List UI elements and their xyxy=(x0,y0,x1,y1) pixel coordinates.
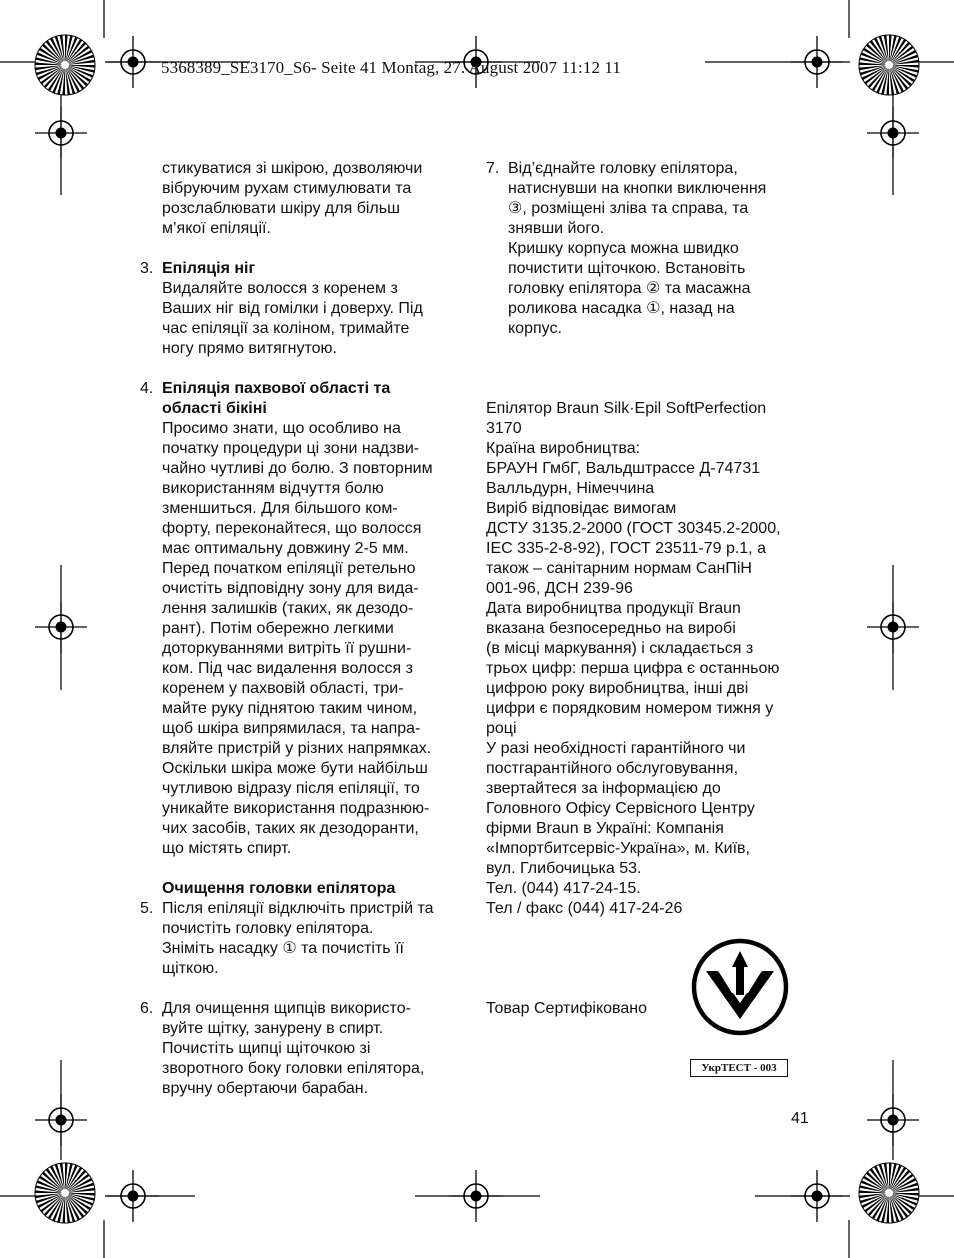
text-line: цифрою року виробництва, інші дві xyxy=(486,680,749,697)
text-line: чутливою відразу після епіляції, то xyxy=(162,780,420,797)
star-target-icon xyxy=(35,1163,95,1223)
text-line: вібруючим рухам стимулювати та xyxy=(162,180,412,197)
section-heading: Очищення головки епілятора xyxy=(162,880,396,897)
text-line: чих засобів, таких як дезодоранти, xyxy=(162,820,419,837)
text-line: коренем у пахвовій області, три- xyxy=(162,680,404,697)
text-line: Тел. (044) 417-24-15. xyxy=(486,880,641,897)
text-line: році xyxy=(486,720,517,737)
text-line: зменшиться. Для більшого ком- xyxy=(162,500,398,517)
text-line: роликова насадка ①, назад на xyxy=(508,300,735,317)
text-line: вказана безпосередньо на виробі xyxy=(486,620,736,637)
text-line: Зніміть насадку ① та почистіть її xyxy=(162,940,404,957)
text-line: використанням відчуття болю xyxy=(162,480,384,497)
text-line: Просимо знати, що особливо на xyxy=(162,420,401,437)
text-line: майте руку піднятою таким чином, xyxy=(162,700,418,717)
star-target-icon xyxy=(35,35,95,95)
text-line: час епіляції за коліном, тримайте xyxy=(162,320,410,337)
text-line: почистіть головку епілятора. xyxy=(162,920,374,937)
text-line: щоб шкіра випрямилася, та напра- xyxy=(162,720,421,737)
text-line: Після епіляції відключіть пристрій та xyxy=(162,900,434,917)
list-item-3 xyxy=(138,259,470,359)
product-info xyxy=(486,399,821,919)
section-heading: Епіляція ніг xyxy=(162,260,256,277)
text-line: «Імпортбитсервіс-Україна», м. Київ, xyxy=(486,840,750,857)
text-line: почистити щіточкою. Встановіть xyxy=(508,260,746,277)
text-line: цифри є порядковим номером тижня у xyxy=(486,700,774,717)
text-line: Ваших ніг від гомілки і доверху. Під xyxy=(162,300,423,317)
list-item-7 xyxy=(486,159,821,339)
page-number: 41 xyxy=(791,1110,809,1127)
text-line: чайно чутливі до болю. З повторним xyxy=(162,460,433,477)
print-header: 5368389_SE3170_S6- Seite 41 Montag, 27. August 2007 11:12 11 xyxy=(161,58,621,77)
text-line: що містять спирт. xyxy=(162,840,292,857)
text-line: м’якої епіляції. xyxy=(162,220,271,237)
text-line: Оскільки шкіра може бути найбільш xyxy=(162,760,428,777)
text-line: доторкуваннями витріть її рушни- xyxy=(162,640,412,657)
text-line: має оптимальну довжину 2-5 мм. xyxy=(162,540,409,557)
text-line: форту, переконайтеся, що волосся xyxy=(162,520,422,537)
text-line: стикуватися зі шкірою, дозволяючи xyxy=(162,160,423,177)
list-item-5 xyxy=(138,899,470,979)
text-line: ДСТУ 3135.2-2000 (ГОСТ 30345.2-2000, xyxy=(486,520,781,537)
list-item-4 xyxy=(138,379,470,859)
text-line: Головного Офісу Сервісного Центру xyxy=(486,800,755,817)
text-line: У разі необхідності гарантійного чи xyxy=(486,740,746,757)
right-column xyxy=(486,159,821,919)
certification-code: УкрТЕСТ - 003 xyxy=(690,1059,788,1077)
text-line: щіткою. xyxy=(162,960,219,977)
section-heading: області бікіні xyxy=(162,400,267,417)
certification-label: Товар Сертифіковано xyxy=(486,1000,647,1017)
star-target-icon xyxy=(859,35,919,95)
text-line: Тел / факс (044) 417-24-26 xyxy=(486,900,683,917)
cleaning-section xyxy=(138,879,470,899)
text-line: (в місці маркування) і складається з xyxy=(486,640,754,657)
text-line: Почистіть щипці щіточкою зі xyxy=(162,1040,371,1057)
item-number: 5. xyxy=(140,900,154,917)
left-column xyxy=(138,159,470,1099)
text-line: початку процедури ці зони надзви- xyxy=(162,440,420,457)
text-line: вул. Глибочицька 53. xyxy=(486,860,642,877)
text-line: звертайтеся за інформацією до xyxy=(486,780,721,797)
list-item-6 xyxy=(138,999,470,1099)
intro-paragraph xyxy=(138,159,470,239)
section-heading: Епіляція пахвової області та xyxy=(162,380,391,397)
text-line: уникайте використання подразнюю- xyxy=(162,800,430,817)
text-line: 3170 xyxy=(486,420,522,437)
text-line: Епілятор Braun Silk·Epil SoftPerfection xyxy=(486,400,767,417)
text-line: ногу прямо витягнутою. xyxy=(162,340,337,357)
text-line: знявши його. xyxy=(508,220,605,237)
text-line: Дата виробництва продукції Braun xyxy=(486,600,741,617)
ukrainian-conformity-mark-icon xyxy=(690,937,790,1037)
text-line: Від’єднайте головку епілятора, xyxy=(508,160,738,177)
item-number: 7. xyxy=(486,160,500,177)
text-line: вуйте щітку, занурену в спирт. xyxy=(162,1020,384,1037)
text-line: вляйте пристрій у різних напрямках. xyxy=(162,740,432,757)
text-line: розслаблювати шкіру для більш xyxy=(162,200,400,217)
text-line: вручну обертаючи барабан. xyxy=(162,1080,369,1097)
text-line: зворотного боку головки епілятора, xyxy=(162,1060,425,1077)
text-line: рант). Потім обережно легкими xyxy=(162,620,394,637)
text-line: IEC 335-2-8-92), ГОСТ 23511-79 р.1, а xyxy=(486,540,766,557)
text-line: 001-96, ДСН 239-96 xyxy=(486,580,633,597)
text-line: ③, розміщені зліва та справа, та xyxy=(508,200,749,217)
text-line: Для очищення щипців використо- xyxy=(162,1000,411,1017)
text-line: також – санітарним нормам СанПіН xyxy=(486,560,752,577)
item-number: 3. xyxy=(140,260,154,277)
text-line: корпус. xyxy=(508,320,562,337)
text-line: очистіть відповідну зону для вида- xyxy=(162,580,419,597)
text-line: Виріб відповідає вимогам xyxy=(486,500,677,517)
text-line: Перед початком епіляції ретельно xyxy=(162,560,416,577)
text-line: лення залишків (таких, як дезодо- xyxy=(162,600,414,617)
item-number: 6. xyxy=(140,1000,154,1017)
text-line: Валльдурн, Німеччина xyxy=(486,480,655,497)
text-line: ком. Під час видалення волосся з xyxy=(162,660,413,677)
text-line: головку епілятора ② та масажна xyxy=(508,280,751,297)
text-line: Кришку корпуса можна швидко xyxy=(508,240,739,257)
text-line: фірми Braun в Україні: Компанія xyxy=(486,820,724,837)
text-line: постгарантійного обслуговування, xyxy=(486,760,739,777)
text-line: натиснувши на кнопки виключення xyxy=(508,180,767,197)
item-number: 4. xyxy=(140,380,154,397)
text-line: Видаляйте волосся з коренем з xyxy=(162,280,398,297)
text-line: БРАУН ГмбГ, Вальдштрассе Д-74731 xyxy=(486,460,761,477)
star-target-icon xyxy=(859,1163,919,1223)
text-line: трьох цифр: перша цифра є останньою xyxy=(486,660,780,677)
text-line: Країна виробництва: xyxy=(486,440,641,457)
